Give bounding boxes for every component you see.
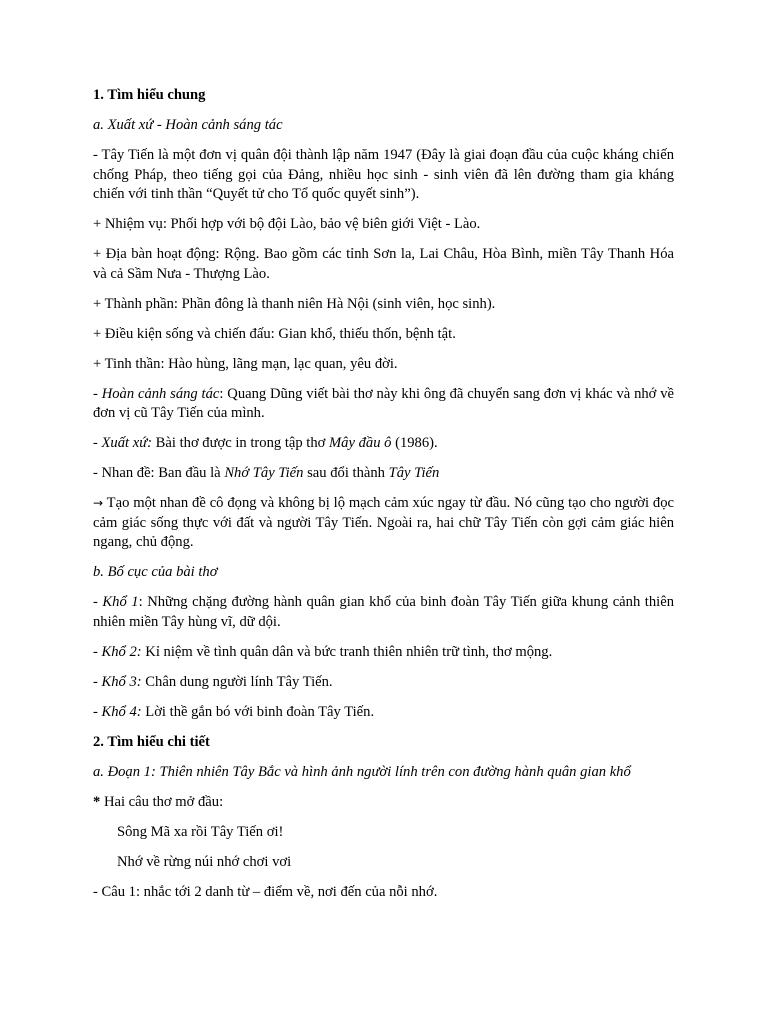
paragraph-stanza-1: - Khổ 1: Những chặng đường hành quân gian khổ của binh đoàn Tây Tiến giữa khung cảnh thiên nhiên miền Tây hùng vĩ, dữ dội. [93, 594, 674, 630]
old-title: Nhớ Tây Tiến [224, 465, 304, 481]
paragraph-conditions: + Điều kiện sống và chiến đấu: Gian khổ, thiếu thốn, bệnh tật. [93, 325, 456, 342]
subheading-origin-context: a. Xuất xứ - Hoàn cảnh sáng tác [93, 117, 283, 133]
subheading-passage-1: a. Đoạn 1: Thiên nhiên Tây Bắc và hình ảnh người lính trên con đường hành quân gian khổ [93, 763, 631, 780]
paragraph-tay-tien-unit: - Tây Tiến là một đơn vị quân đội thành lập năm 1947 (Đây là giai đoạn đầu của cuộc kháng chiến chống Pháp, theo tiếng gọi của Đảng, nhiều học sinh - sinh viên đã lên đường tham gia kháng chiến với tinh thần “Quyết tử cho Tổ quốc quyết sinh”). [93, 147, 674, 202]
label-writing-context: Hoàn cảnh sáng tác [101, 385, 220, 402]
prefix: - [93, 435, 102, 451]
text: : Những chặng đường hành quân gian khổ của binh đoàn Tây Tiến giữa khung cảnh thiên nhiên miền Tây hùng vĩ, dữ dội. [93, 594, 674, 630]
label-stanza-2: Khổ 2: [101, 643, 142, 660]
paragraph-opening-lines [93, 793, 674, 813]
paragraph-writing-context [93, 385, 674, 424]
text: sau đổi thành [303, 465, 389, 481]
paragraph-title [93, 464, 674, 484]
paragraph-stanza-2: - Khổ 2: Kỉ niệm về tình quân dân và bức tranh thiên nhiên trữ tình, thơ mộng. [93, 643, 553, 660]
prefix: - [93, 385, 102, 402]
subheading-layout: b. Bố cục của bài thơ [93, 564, 218, 580]
text: Bài thơ được in trong tập thơ [152, 435, 330, 451]
paragraph-composition: + Thành phần: Phần đông là thanh niên Hà Nội (sinh viên, học sinh). [93, 295, 496, 312]
new-title: Tây Tiến [388, 465, 440, 481]
label-stanza-4: Khổ 4: [101, 703, 142, 720]
paragraph-spirit: + Tinh thần: Hào hùng, lãng mạn, lạc quan, yêu đời. [93, 355, 398, 372]
paragraph-stanza-3: - Khổ 3: Chân dung người lính Tây Tiến. [93, 673, 333, 690]
paragraph-title-meaning [93, 494, 674, 553]
section-2-heading: 2. Tìm hiểu chi tiết [93, 733, 210, 750]
paragraph-mission: + Nhiệm vụ: Phối hợp với bộ đội Lào, bảo vệ biên giới Việt - Lào. [93, 216, 481, 232]
label-stanza-3: Khổ 3: [101, 673, 142, 690]
year: (1986). [391, 435, 438, 451]
label-stanza-1: Khổ 1 [102, 594, 139, 610]
right-arrow-icon: → [93, 496, 104, 510]
poem-line-2: Nhớ về rừng núi nhớ chơi vơi [117, 853, 292, 870]
poem-line-1: Sông Mã xa rồi Tây Tiến ơi! [117, 823, 284, 840]
label-origin: Xuất xứ: [101, 435, 153, 451]
paragraph-origin [93, 434, 674, 454]
section-1-heading: 1. Tìm hiểu chung [93, 87, 206, 103]
asterisk-bullet: * [93, 793, 101, 810]
text: Kỉ niệm về tình quân dân và bức tranh thiên nhiên trữ tình, thơ mộng. [141, 643, 553, 660]
text: : Quang Dũng viết bài thơ này khi ông đã chuyển sang đơn vị khác và nhớ về đơn vị cũ Tây Tiến của mình. [93, 385, 674, 421]
text: Chân dung người lính Tây Tiến. [141, 673, 333, 690]
text: - Nhan đề: Ban đầu là [93, 465, 225, 481]
paragraph-stanza-4: - Khổ 4: Lời thề gắn bó với binh đoàn Tây Tiến. [93, 703, 375, 720]
paragraph-line-1-analysis: - Câu 1: nhắc tới 2 danh từ – điểm về, nơi đến của nỗi nhớ. [93, 883, 438, 900]
book-title: Mây đầu ô [329, 435, 392, 451]
text: Lời thề gắn bó với binh đoàn Tây Tiến. [141, 703, 375, 720]
document-body [93, 86, 674, 913]
paragraph-area: + Địa bàn hoạt động: Rộng. Bao gồm các tỉnh Sơn la, Lai Châu, Hòa Bình, miền Tây Thanh Hóa và cả Sầm Nưa - Thượng Lào. [93, 246, 674, 282]
text: Hai câu thơ mở đầu: [100, 793, 224, 810]
text: Tạo một nhan đề cô đọng và không bị lộ mạch cảm xúc ngay từ đầu. Nó cũng tạo cho người đọc cảm giác sống thực với đất và người Tây Tiến. Ngoài ra, hai chữ Tây Tiến còn gợi cảm giác hiên ngang, chủ động. [93, 495, 674, 550]
